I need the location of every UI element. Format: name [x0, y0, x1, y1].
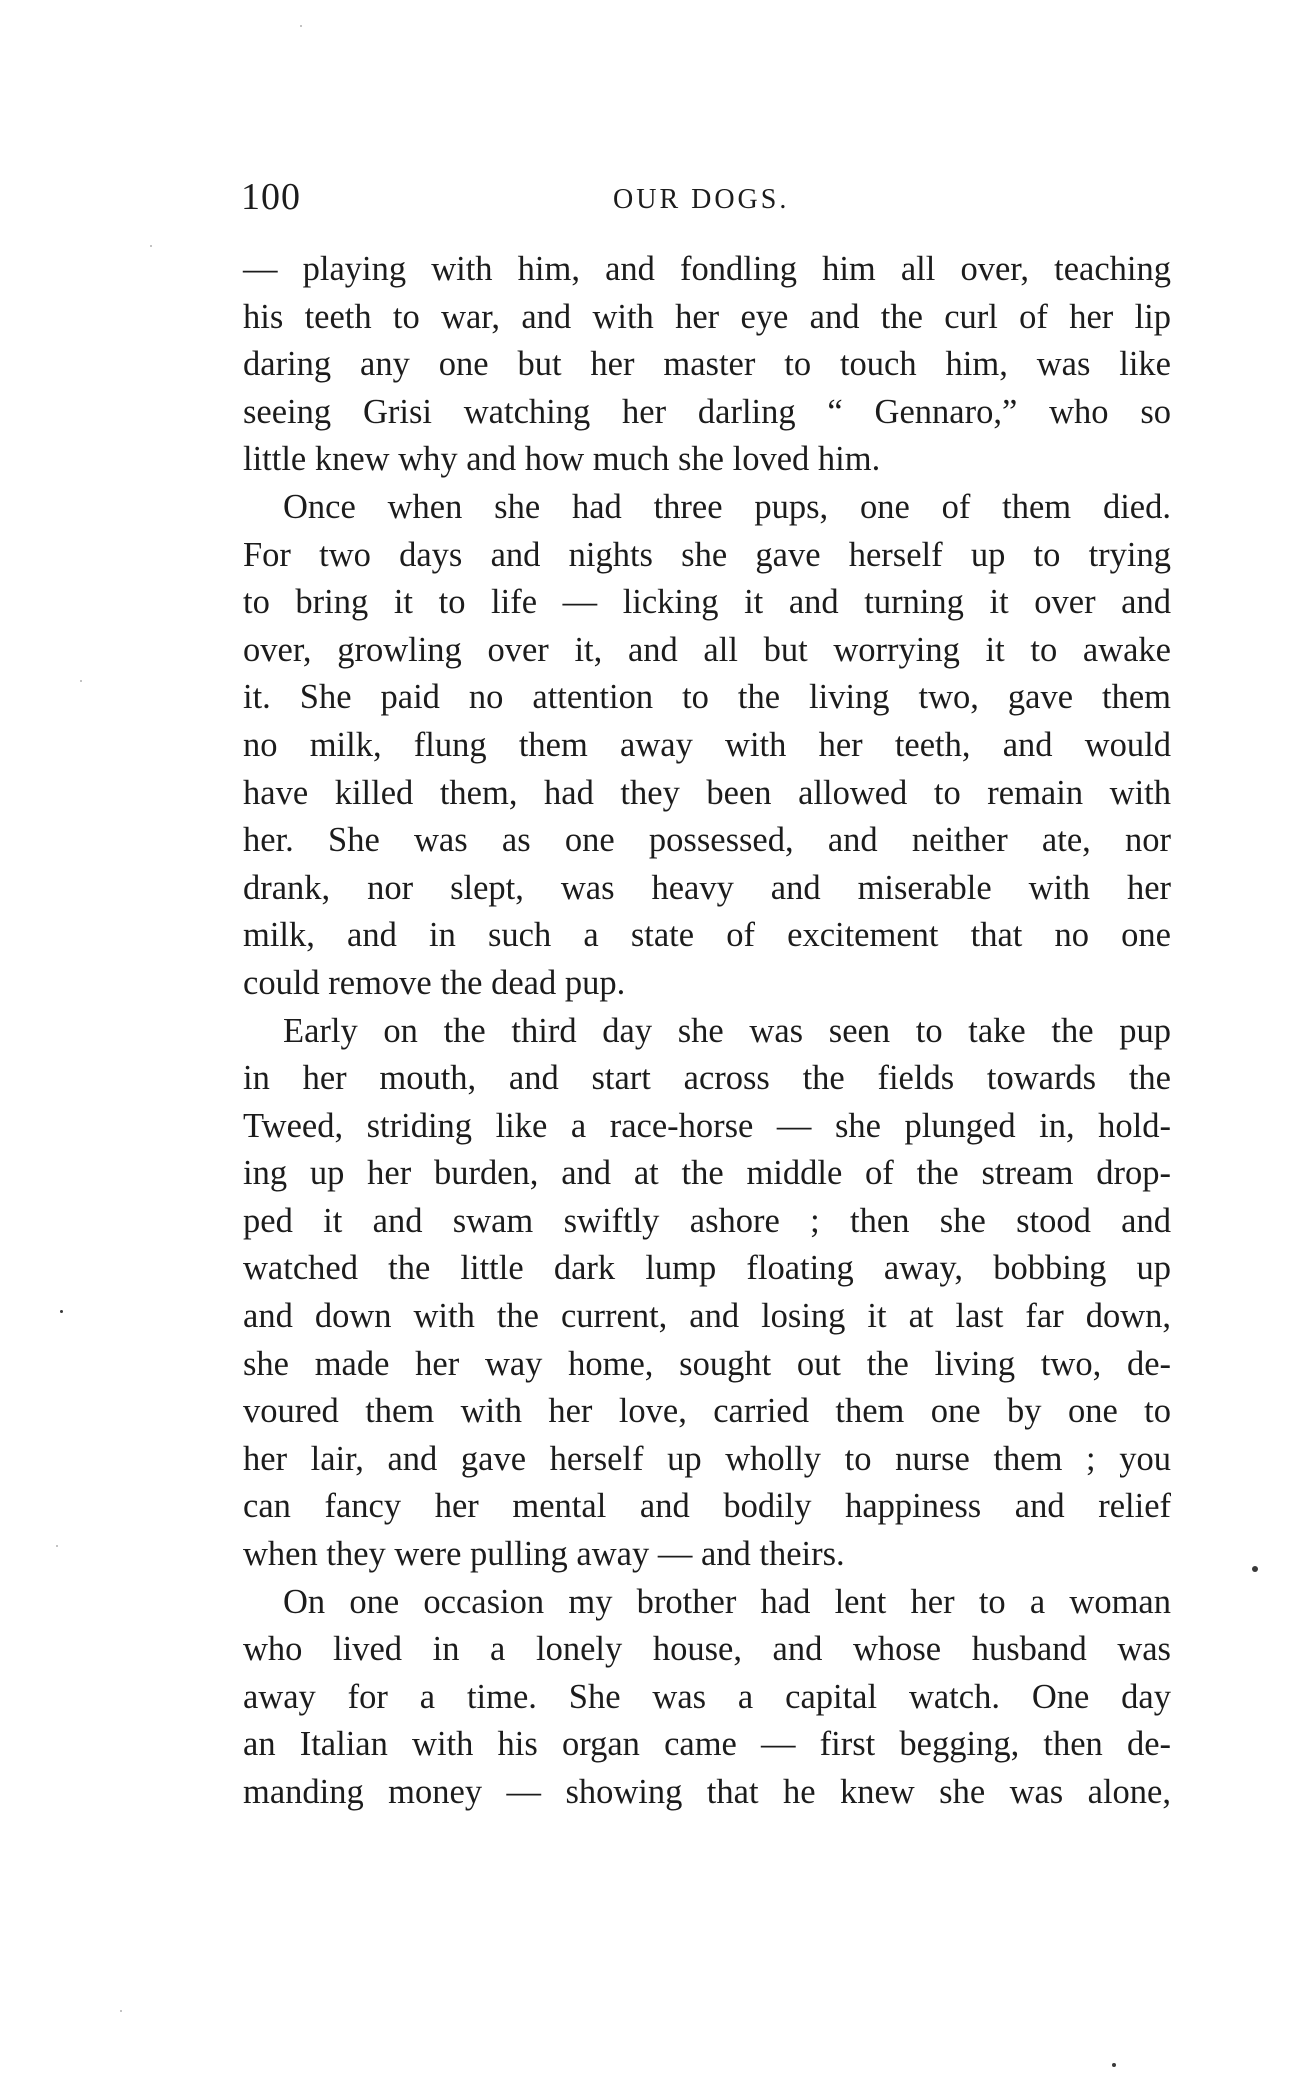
text-line: can fancy her mental and bodily happiness and relief — [243, 1487, 1171, 1526]
scan-speck — [150, 245, 152, 247]
text-line: when they were pulling away — and theirs. — [243, 1535, 845, 1574]
text-line: her lair, and gave herself up wholly to nurse them ; you — [243, 1439, 1171, 1478]
scan-speck — [56, 1545, 58, 1547]
text-line: who lived in a lonely house, and whose husband was — [243, 1630, 1171, 1669]
text-line: drank, nor slept, was heavy and miserable with her — [243, 868, 1171, 907]
body-text — [243, 246, 1171, 1817]
text-line: watched the little dark lump floating away, bobbing up — [243, 1249, 1171, 1288]
text-line: have killed them, had they been allowed to remain with — [243, 773, 1171, 812]
text-line: little knew why and how much she loved him. — [243, 440, 881, 479]
text-line: — playing with him, and fondling him all over, teaching — [243, 250, 1171, 288]
text-line: ing up her burden, and at the middle of the stream drop- — [243, 1154, 1171, 1193]
text-line: ped it and swam swiftly ashore ; then she stood and — [243, 1201, 1171, 1240]
text-line: it. She paid no attention to the living two, gave them — [243, 678, 1171, 717]
text-line: no milk, flung them away with her teeth, and would — [243, 725, 1171, 764]
text-line: her. She was as one possessed, and neither ate, nor — [243, 821, 1171, 860]
scan-speck — [120, 2010, 122, 2012]
scan-speck — [1112, 2063, 1116, 2067]
text-line: seeing Grisi watching her darling “ Gennaro,” who so — [243, 392, 1171, 431]
running-head: OUR DOGS. — [613, 184, 790, 215]
text-line: and down with the current, and losing it at last far down, — [243, 1297, 1171, 1336]
scan-speck — [60, 1310, 63, 1313]
text-line: an Italian with his organ came — first begging, then de- — [243, 1725, 1171, 1764]
scan-speck — [300, 25, 302, 27]
text-line: away for a time. She was a capital watch. One day — [243, 1677, 1171, 1716]
paragraph-first-line: Early on the third day she was seen to take the pup — [283, 1011, 1171, 1050]
text-line: voured them with her love, carried them one by one to — [243, 1392, 1171, 1431]
scan-speck — [1252, 1566, 1258, 1572]
text-line: milk, and in such a state of excitement that no one — [243, 916, 1171, 955]
text-line: Tweed, striding like a race-horse — she plunged in, hold- — [243, 1106, 1171, 1145]
scan-speck — [80, 680, 82, 682]
text-line: over, growling over it, and all but worrying it to awake — [243, 630, 1171, 669]
text-line: For two days and nights she gave herself up to trying — [243, 535, 1171, 574]
text-line: manding money — showing that he knew she was alone, — [243, 1773, 1171, 1811]
text-line: his teeth to war, and with her eye and the curl of her lip — [243, 297, 1171, 336]
text-line: she made her way home, sought out the living two, de- — [243, 1344, 1171, 1383]
paragraph-first-line: Once when she had three pups, one of them died. — [283, 487, 1171, 526]
text-line: could remove the dead pup. — [243, 963, 626, 1002]
text-line: to bring it to life — licking it and turning it over and — [243, 583, 1171, 622]
page-number: 100 — [241, 176, 301, 218]
text-line: daring any one but her master to touch him, was like — [243, 345, 1171, 384]
page-header — [241, 172, 1169, 222]
paragraph-first-line: On one occasion my brother had lent her to a woman — [283, 1582, 1171, 1621]
text-line: in her mouth, and start across the fields towards the — [243, 1059, 1171, 1098]
